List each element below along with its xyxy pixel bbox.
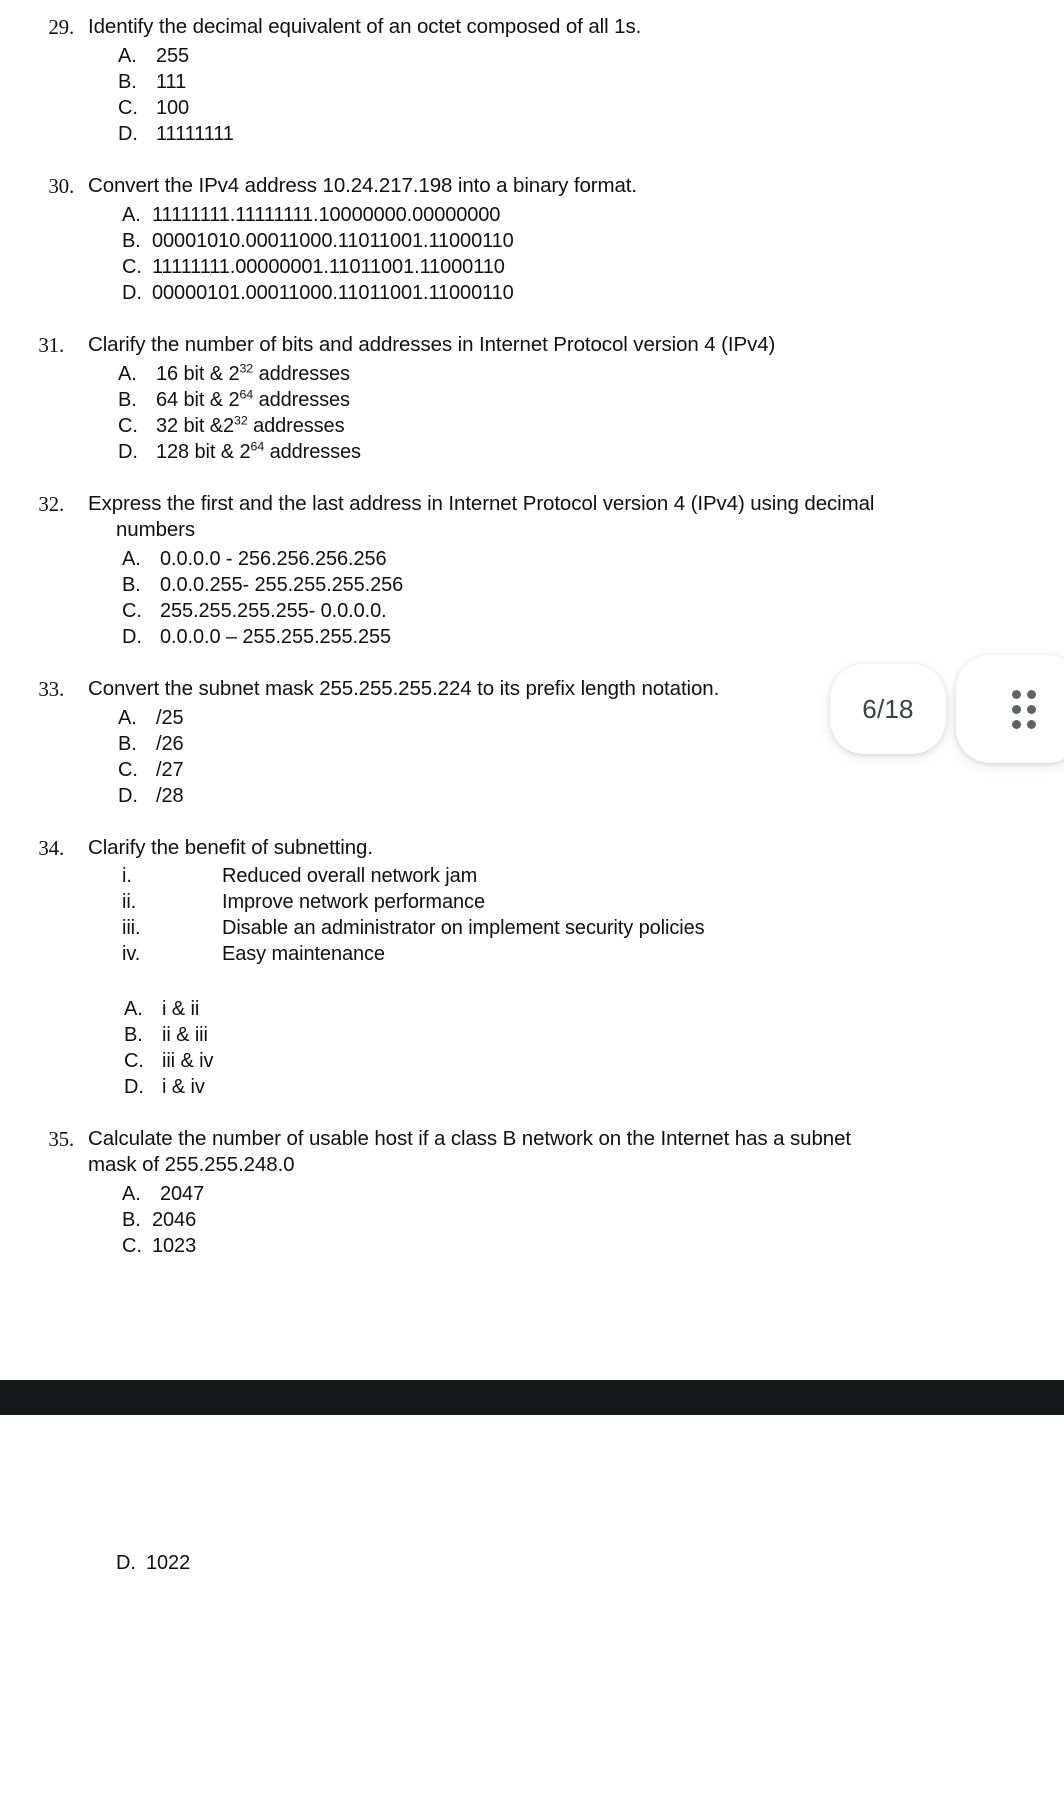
- question-text-line1: Express the first and the last address in Internet Protocol version 4 (IPv4) using decimal: [88, 492, 875, 515]
- exponent: 64: [250, 439, 265, 454]
- option-list: [122, 202, 1004, 306]
- option-item[interactable]: [124, 1022, 1004, 1048]
- option-letter: C.: [122, 256, 142, 278]
- option-item[interactable]: [118, 69, 1004, 95]
- option-letter: A.: [124, 998, 143, 1020]
- roman-item-list: [122, 863, 1004, 967]
- option-text: 0.0.0.255- 255.255.255.256: [160, 574, 404, 596]
- question-text: Clarify the benefit of subnetting.: [88, 836, 373, 859]
- option-item[interactable]: [122, 598, 1004, 624]
- question-block: [0, 491, 1064, 650]
- question-text-line2: mask of 255.255.248.0: [88, 1153, 295, 1176]
- option-letter: D.: [122, 282, 142, 304]
- question-block: [0, 173, 1064, 306]
- option-text: /28: [156, 785, 184, 807]
- option-item[interactable]: [118, 121, 1004, 147]
- option-list: [118, 43, 1004, 147]
- option-letter: C.: [118, 759, 138, 781]
- option-text: 128 bit & $2^{64}$ addresses: [156, 439, 361, 463]
- option-item[interactable]: [116, 1550, 1064, 1576]
- option-item[interactable]: [122, 546, 1004, 572]
- question-block: [0, 332, 1064, 465]
- option-item[interactable]: [118, 43, 1004, 69]
- option-text: 2046: [152, 1209, 197, 1231]
- roman-item-text: Disable an administrator on implement security policies: [222, 917, 705, 939]
- exponent: 64: [239, 387, 254, 402]
- question-number: 30.: [48, 174, 74, 198]
- option-text: /26: [156, 733, 184, 755]
- question-text-line2: numbers: [116, 518, 196, 541]
- question-text-line1: Calculate the number of usable host if a class B network on the Internet has a subnet: [88, 1127, 851, 1150]
- option-letter: A.: [122, 1183, 141, 1205]
- option-list: [124, 996, 1004, 1100]
- option-letter: B.: [122, 230, 141, 252]
- option-item[interactable]: [118, 387, 1004, 413]
- option-item[interactable]: [122, 280, 1004, 306]
- question-block: [0, 835, 1064, 1100]
- viewer-floating-controls: [830, 655, 1064, 763]
- question-text: [88, 491, 1004, 543]
- option-item[interactable]: [122, 624, 1004, 650]
- option-letter: A.: [118, 363, 137, 385]
- question-text: [88, 1126, 1004, 1178]
- option-letter: C.: [124, 1050, 144, 1072]
- option-item[interactable]: [118, 95, 1004, 121]
- roman-item-text: Reduced overall network jam: [222, 865, 478, 887]
- option-item[interactable]: [122, 1181, 1004, 1207]
- roman-numeral: iv.: [122, 943, 141, 965]
- option-item[interactable]: [122, 202, 1004, 228]
- question-number: 31.: [38, 333, 64, 357]
- option-text: i & ii: [162, 998, 200, 1020]
- option-letter: C.: [122, 600, 142, 622]
- document-page-next: [0, 1415, 1064, 1793]
- viewer-menu-button[interactable]: [956, 655, 1064, 763]
- option-text: iii & iv: [162, 1050, 214, 1072]
- roman-item: [122, 915, 1004, 941]
- option-letter: A.: [118, 45, 137, 67]
- option-list: [118, 361, 1004, 465]
- option-letter: A.: [122, 204, 141, 226]
- roman-numeral: iii.: [122, 917, 141, 939]
- option-text: ii & iii: [162, 1024, 208, 1046]
- spacer: [88, 967, 1004, 993]
- option-letter: B.: [118, 71, 137, 93]
- option-text: 32 bit $\&2^{32}$ addresses: [156, 413, 345, 437]
- exponent: 32: [239, 361, 254, 376]
- option-letter: A.: [122, 548, 141, 570]
- question-text: Clarify the number of bits and addresses in Internet Protocol version 4 (IPv4): [88, 333, 776, 356]
- option-text: 64 bit & $2^{64}$ addresses: [156, 387, 350, 411]
- option-letter: B.: [124, 1024, 143, 1046]
- option-letter: B.: [122, 574, 141, 596]
- question-text: Convert the IPv4 address 10.24.217.198 into a binary format.: [88, 174, 637, 197]
- option-letter: D.: [118, 123, 138, 145]
- roman-item: [122, 941, 1004, 967]
- option-text: 1023: [152, 1235, 197, 1257]
- option-text: 11111111: [156, 123, 234, 145]
- option-item[interactable]: [118, 783, 1004, 809]
- option-item[interactable]: [124, 1074, 1004, 1100]
- option-item[interactable]: [122, 1233, 1004, 1259]
- option-letter: D.: [116, 1552, 136, 1574]
- option-item[interactable]: [118, 413, 1004, 439]
- option-text: 16 bit & $2^{32}$ addresses: [156, 361, 350, 385]
- option-text: /27: [156, 759, 184, 781]
- question-number: 29.: [48, 15, 74, 39]
- option-letter: C.: [118, 415, 138, 437]
- option-text: 11111111.00000001.11011001.11000110: [152, 256, 505, 278]
- option-item[interactable]: [124, 1048, 1004, 1074]
- option-letter: D.: [118, 441, 138, 463]
- roman-item: [122, 863, 1004, 889]
- option-item[interactable]: [118, 361, 1004, 387]
- roman-item: [122, 889, 1004, 915]
- roman-item-text: Improve network performance: [222, 891, 485, 913]
- option-text: 0.0.0.0 - 256.256.256.256: [160, 548, 387, 570]
- exponent: 32: [234, 413, 248, 428]
- option-text: /25: [156, 707, 184, 729]
- option-item[interactable]: [118, 439, 1004, 465]
- option-letter: C.: [118, 97, 138, 119]
- question-number: 34.: [38, 836, 64, 860]
- option-letter: D.: [122, 626, 142, 648]
- page-separator: [0, 1380, 1064, 1415]
- option-text: 111: [156, 71, 187, 93]
- question-number: 32.: [38, 492, 64, 516]
- option-list: [122, 546, 1004, 650]
- page-indicator[interactable]: 6/18: [830, 664, 946, 754]
- option-letter: D.: [118, 785, 138, 807]
- option-text: 00000101.00011000.11011001.11000110: [152, 282, 514, 304]
- option-item[interactable]: [122, 1207, 1004, 1233]
- question-number: 33.: [38, 677, 64, 701]
- option-letter: B.: [122, 1209, 141, 1231]
- option-letter: B.: [118, 389, 137, 411]
- option-letter: D.: [124, 1076, 144, 1098]
- option-letter: C.: [122, 1235, 142, 1257]
- question-number: 35.: [48, 1127, 74, 1151]
- roman-numeral: i.: [122, 865, 132, 887]
- option-list: [116, 1550, 1064, 1576]
- question-text: Identify the decimal equivalent of an octet composed of all 1s.: [88, 15, 642, 38]
- option-text: i & iv: [162, 1076, 205, 1098]
- roman-numeral: ii.: [122, 891, 137, 913]
- option-text: 0.0.0.0 – 255.255.255.255: [160, 626, 392, 648]
- option-item[interactable]: [124, 996, 1004, 1022]
- question-block: [0, 1126, 1064, 1259]
- option-text: 2047: [160, 1183, 205, 1205]
- option-text: 11111111.11111111.10000000.00000000: [152, 204, 501, 226]
- option-text: 00001010.00011000.11011001.11000110: [152, 230, 514, 252]
- question-block: [0, 14, 1064, 147]
- option-text: 255.255.255.255- 0.0.0.0.: [160, 600, 387, 622]
- option-text: 100: [156, 97, 190, 119]
- roman-item-text: Easy maintenance: [222, 943, 385, 965]
- option-text: 255: [156, 45, 190, 67]
- option-text: 1022: [146, 1552, 191, 1574]
- option-list: [122, 1181, 1004, 1259]
- option-item[interactable]: [122, 572, 1004, 598]
- option-item[interactable]: [122, 228, 1004, 254]
- option-letter: B.: [118, 733, 137, 755]
- question-text: Convert the subnet mask 255.255.255.224 to its prefix length notation.: [88, 677, 720, 700]
- dot-grid-icon: [1012, 690, 1036, 729]
- option-letter: A.: [118, 707, 137, 729]
- option-item[interactable]: [122, 254, 1004, 280]
